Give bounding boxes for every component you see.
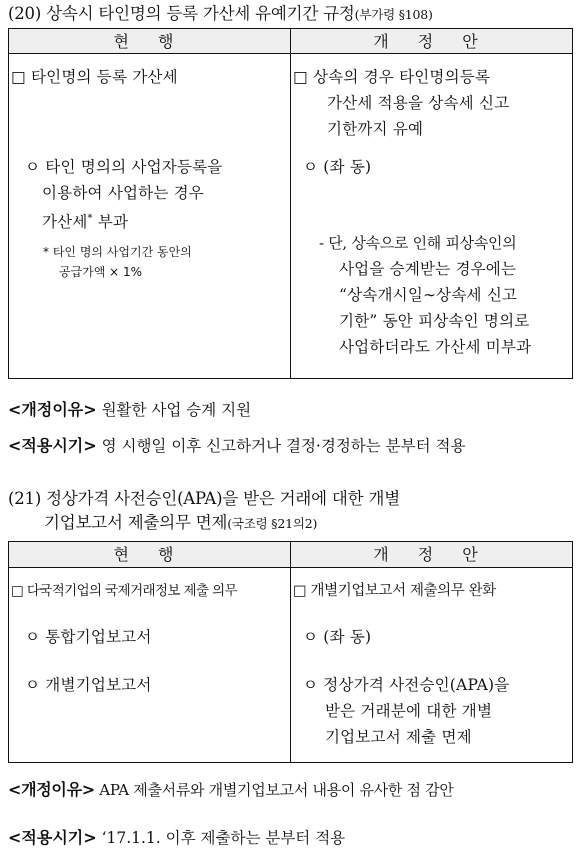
current-line-4: 가산세* 부과 xyxy=(42,213,129,232)
revised-line-2: 가산세 적용을 상속세 신고 xyxy=(327,94,510,112)
revised-21-line-5: 기업보고서 제출 면제 xyxy=(325,728,472,746)
current-note-2: 공급가액 × 1% xyxy=(59,265,143,279)
header-revised-21: 개 정 안 xyxy=(291,542,573,568)
section-21-title-2: 기업보고서 제출의무 면제(국조령 §21의2) xyxy=(44,513,318,532)
section-20-title: (20) 상속시 타인명의 등록 가산세 유예기간 규정(부가령 §108) xyxy=(8,4,433,23)
current-cell xyxy=(9,54,291,379)
section-21-ref: (국조령 §21의2) xyxy=(227,516,318,531)
revised-21-line-4: 받은 거래분에 대한 개별 xyxy=(325,702,493,720)
current-note-1: * 타인 명의 사업기간 동안의 xyxy=(43,245,192,259)
section-21-date: <적용시기> ‘17.1.1. 이후 제출하는 분부터 적용 xyxy=(8,828,346,847)
section-21-reason: <개정이유> APA 제출서류와 개별기업보고서 내용이 유사한 점 감안 xyxy=(8,780,454,799)
revised-line-9: 사업하더라도 가산세 미부과 xyxy=(339,338,532,356)
revised-21-line-3: ㅇ 정상가격 사전승인(APA)을 xyxy=(303,676,510,694)
revised-line-8: 기한” 동안 피상속인 명의로 xyxy=(339,312,530,330)
header-current-21: 현 행 xyxy=(9,542,291,568)
revised-line-7: “상속개시일∼상속세 신고 xyxy=(339,286,518,304)
revised-21-line-2: ㅇ (좌 동) xyxy=(303,628,372,646)
revised-cell-21 xyxy=(291,568,573,763)
current-21-line-1: □ 다국적기업의 국제거래정보 제출 의무 xyxy=(11,583,237,599)
revised-line-4: ㅇ (좌 동) xyxy=(303,158,372,176)
section-21-title-1: (21) 정상가격 사전승인(APA)을 받은 거래에 대한 개별 xyxy=(8,489,400,508)
section-20-reason: <개정이유> 원활한 사업 승계 지원 xyxy=(8,400,252,419)
header-current: 현 행 xyxy=(9,29,291,54)
section-21-table xyxy=(8,541,573,763)
current-line-3: 이용하여 사업하는 경우 xyxy=(42,184,204,202)
section-20-ref: (부가령 §108) xyxy=(354,7,433,22)
current-21-line-2: ㅇ 통합기업보고서 xyxy=(25,628,152,646)
current-line-2: ㅇ 타인 명의의 사업자등록을 xyxy=(25,158,223,176)
revised-line-3: 기한까지 유예 xyxy=(327,120,424,138)
revised-cell xyxy=(291,54,573,379)
header-revised: 개 정 안 xyxy=(291,29,573,54)
section-20-table xyxy=(8,28,573,379)
current-cell-21 xyxy=(9,568,291,763)
current-21-line-3: ㅇ 개별기업보고서 xyxy=(25,676,152,694)
section-20-date: <적용시기> 영 시행일 이후 신고하거나 결정·경정하는 분부터 적용 xyxy=(8,436,466,455)
revised-line-5: - 단, 상속으로 인해 피상속인의 xyxy=(319,234,517,252)
revised-21-line-1: □ 개별기업보고서 제출의무 완화 xyxy=(293,583,496,599)
revised-line-1: □ 상속의 경우 타인명의등록 xyxy=(293,68,491,86)
current-line-1: □ 타인명의 등록 가산세 xyxy=(11,68,178,86)
revised-line-6: 사업을 승계받는 경우에는 xyxy=(339,260,517,278)
